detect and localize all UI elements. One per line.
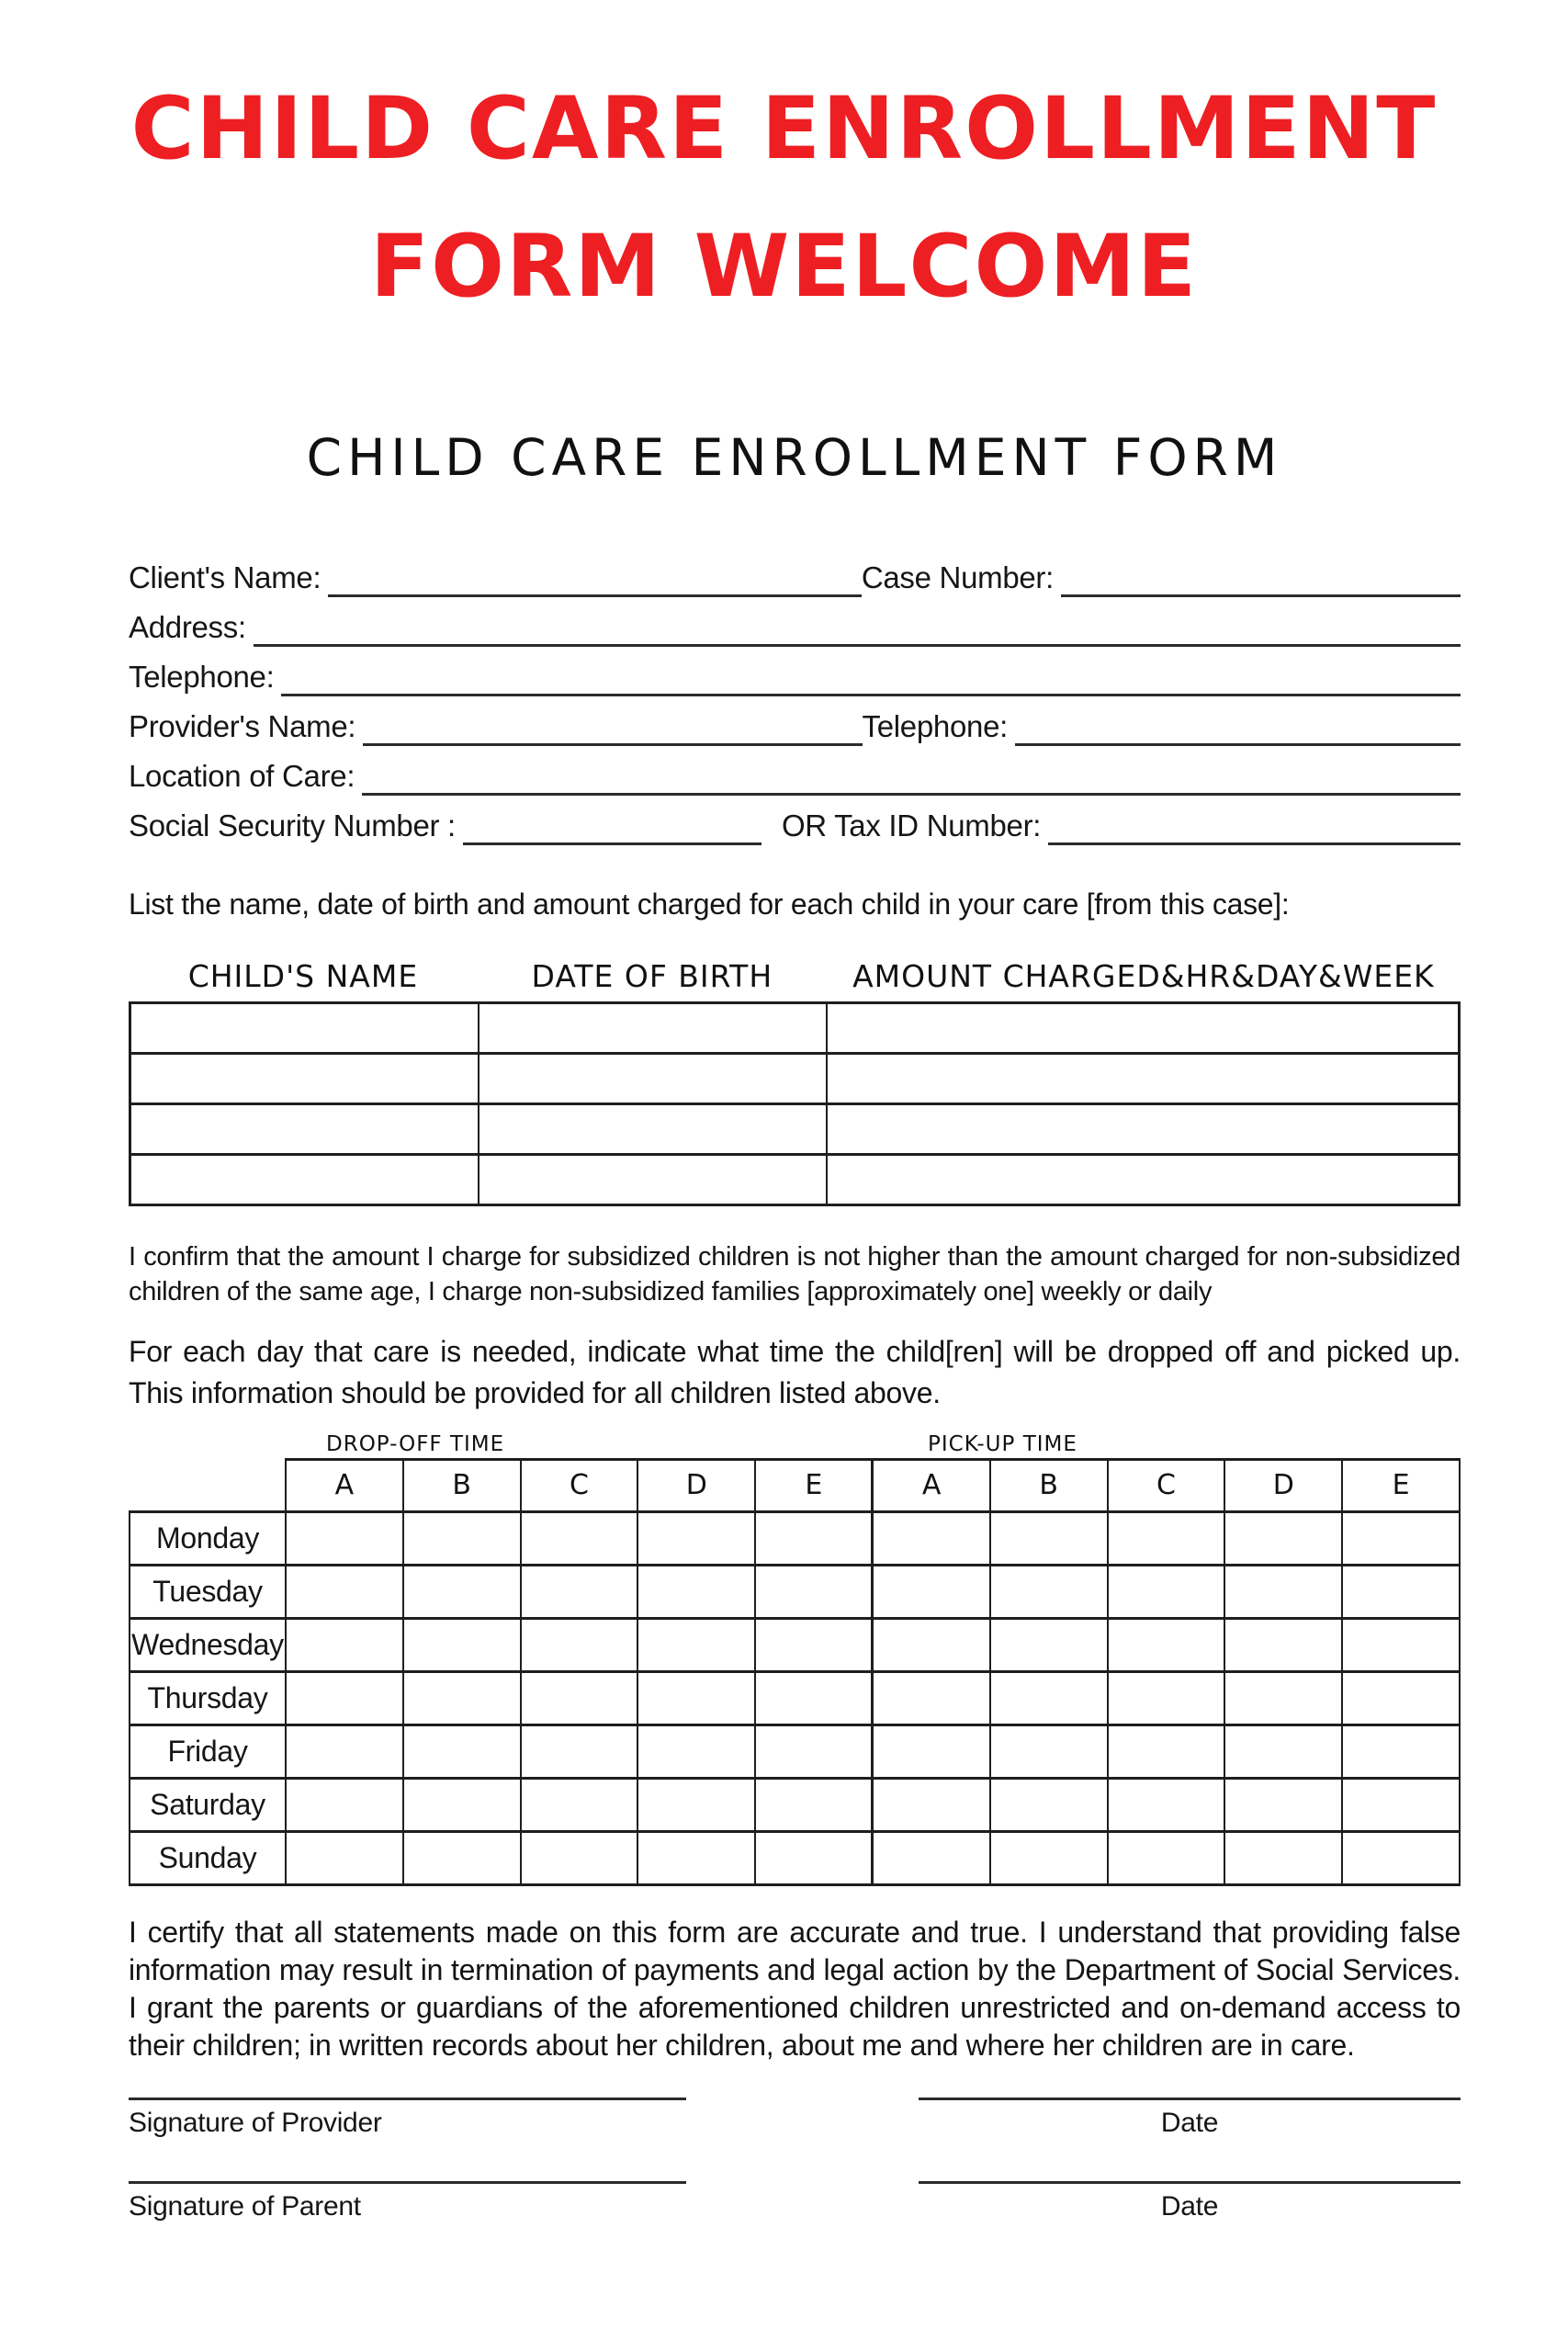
location-of-care-input-line[interactable]: [362, 756, 1461, 796]
time-cell[interactable]: [873, 1724, 990, 1778]
pickup-col-e: E: [1342, 1460, 1460, 1512]
time-cell[interactable]: [1342, 1831, 1460, 1884]
time-cell[interactable]: [521, 1778, 638, 1831]
time-cell[interactable]: [755, 1831, 873, 1884]
confirm-statement: I confirm that the amount I charge for subsidized children is not higher than the amount charged for non-subsidized children of the same age, I charge non-subsidized families [approximately one] weekly or daily: [129, 1242, 1461, 1306]
dropoff-col-b: B: [403, 1460, 521, 1512]
time-cell[interactable]: [873, 1565, 990, 1618]
child-name-cell[interactable]: [130, 1104, 479, 1155]
provider-date-label: Date: [919, 2098, 1461, 2139]
schedule-row-sunday: [130, 1831, 1460, 1884]
time-cell[interactable]: [1342, 1618, 1460, 1671]
time-cell[interactable]: [286, 1724, 403, 1778]
day-label: Sunday: [130, 1831, 286, 1884]
date-of-birth-cell[interactable]: [479, 1054, 827, 1104]
tax-id-input-line[interactable]: [1048, 806, 1461, 845]
dropoff-time-label: DROP-OFF TIME: [326, 1432, 505, 1456]
schedule-row-tuesday: [130, 1565, 1460, 1618]
date-of-birth-header: DATE OF BIRTH: [531, 958, 773, 994]
dropoff-col-e: E: [755, 1460, 873, 1512]
time-cell[interactable]: [286, 1618, 403, 1671]
pickup-col-a: A: [873, 1460, 990, 1512]
time-cell[interactable]: [637, 1511, 755, 1565]
amount-charged-cell[interactable]: [827, 1054, 1460, 1104]
date-of-birth-cell[interactable]: [479, 1155, 827, 1205]
case-number-label: Case Number:: [861, 560, 1054, 594]
date-of-birth-cell[interactable]: [479, 1003, 827, 1054]
time-cell[interactable]: [403, 1618, 521, 1671]
list-children-instruction: List the name, date of birth and amount charged for each child in your care [from this case]:: [129, 888, 1290, 921]
page-title-line2: FORM WELCOME: [369, 217, 1199, 317]
certify-statement: I certify that all statements made on this form are accurate and true. I understand that providing false information may result in termination of payments and legal action by the Department of Social Services. I grant the parents or guardians of the aforementioned children unrestricted and on-demand access to their children; in written records about her children, about me and where her children are in care.: [129, 1915, 1461, 2062]
row-client-case: [129, 548, 1461, 597]
schedule-header-row: [130, 1460, 1460, 1512]
time-cell[interactable]: [403, 1511, 521, 1565]
time-cell[interactable]: [1224, 1618, 1342, 1671]
children-table-row: [130, 1003, 1460, 1054]
date-of-birth-cell[interactable]: [479, 1104, 827, 1155]
schedule-row-wednesday: [130, 1618, 1460, 1671]
parent-date-field[interactable]: [919, 2181, 1461, 2222]
time-cell[interactable]: [1224, 1511, 1342, 1565]
time-cell[interactable]: [873, 1618, 990, 1671]
children-table-row: [130, 1104, 1460, 1155]
time-cell[interactable]: [755, 1565, 873, 1618]
time-cell[interactable]: [1224, 1671, 1342, 1724]
schedule-section-labels: [129, 1432, 1461, 1456]
day-label: Friday: [130, 1724, 286, 1778]
time-cell[interactable]: [1342, 1565, 1460, 1618]
time-cell[interactable]: [873, 1778, 990, 1831]
time-cell[interactable]: [1108, 1671, 1225, 1724]
time-cell[interactable]: [873, 1671, 990, 1724]
time-cell[interactable]: [521, 1671, 638, 1724]
time-cell[interactable]: [873, 1831, 990, 1884]
time-cell[interactable]: [637, 1724, 755, 1778]
day-label: Thursday: [130, 1671, 286, 1724]
row-address: [129, 597, 1461, 647]
clients-name-label: Client's Name:: [129, 560, 321, 594]
amount-charged-cell[interactable]: [827, 1155, 1460, 1205]
parent-signature-row: [129, 2181, 1461, 2222]
time-cell[interactable]: [1342, 1778, 1460, 1831]
ssn-label: Social Security Number :: [129, 808, 456, 842]
time-cell[interactable]: [755, 1618, 873, 1671]
time-cell[interactable]: [403, 1724, 521, 1778]
time-cell[interactable]: [637, 1618, 755, 1671]
time-cell[interactable]: [1224, 1778, 1342, 1831]
time-cell[interactable]: [637, 1565, 755, 1618]
row-telephone: [129, 647, 1461, 696]
parent-signature-label: Signature of Parent: [129, 2181, 686, 2222]
time-cell[interactable]: [286, 1565, 403, 1618]
pickup-col-d: D: [1224, 1460, 1342, 1512]
time-cell[interactable]: [1108, 1724, 1225, 1778]
childs-name-header: CHILD'S NAME: [187, 958, 419, 994]
time-cell[interactable]: [521, 1511, 638, 1565]
location-of-care-label: Location of Care:: [129, 759, 355, 793]
child-name-cell[interactable]: [130, 1003, 479, 1054]
child-name-cell[interactable]: [130, 1155, 479, 1205]
time-cell[interactable]: [403, 1831, 521, 1884]
time-cell[interactable]: [1108, 1511, 1225, 1565]
row-ssn-taxid: [129, 796, 1461, 845]
time-cell[interactable]: [521, 1618, 638, 1671]
providers-name-input-line[interactable]: [363, 707, 862, 746]
time-cell[interactable]: [403, 1565, 521, 1618]
time-cell[interactable]: [1224, 1565, 1342, 1618]
time-cell[interactable]: [521, 1565, 638, 1618]
tax-id-label: OR Tax ID Number:: [781, 808, 1042, 842]
time-cell[interactable]: [755, 1511, 873, 1565]
page-title-line1: CHILD CARE ENROLLMENT: [130, 79, 1438, 179]
time-cell[interactable]: [521, 1724, 638, 1778]
time-cell[interactable]: [990, 1778, 1108, 1831]
telephone-label: Telephone:: [129, 660, 275, 694]
dropoff-col-a: A: [286, 1460, 403, 1512]
address-input-line[interactable]: [254, 607, 1461, 647]
ssn-input-line[interactable]: [463, 806, 761, 845]
time-cell[interactable]: [403, 1778, 521, 1831]
pickup-time-label: PICK-UP TIME: [928, 1432, 1077, 1456]
schedule-row-friday: [130, 1724, 1460, 1778]
form-heading: CHILD CARE ENROLLMENT FORM: [306, 428, 1283, 487]
pickup-col-c: C: [1108, 1460, 1225, 1512]
children-table: [129, 1001, 1461, 1206]
client-provider-fields: [129, 548, 1461, 845]
amount-charged-cell[interactable]: [827, 1104, 1460, 1155]
schedule-row-saturday: [130, 1778, 1460, 1831]
time-cell[interactable]: [637, 1671, 755, 1724]
parent-date-label: Date: [919, 2181, 1461, 2222]
address-label: Address:: [129, 610, 246, 644]
time-cell[interactable]: [990, 1565, 1108, 1618]
time-cell[interactable]: [1108, 1778, 1225, 1831]
time-cell[interactable]: [755, 1724, 873, 1778]
signature-section: [129, 2098, 1461, 2222]
time-cell[interactable]: [1342, 1724, 1460, 1778]
time-cell[interactable]: [1342, 1511, 1460, 1565]
day-label: Monday: [130, 1511, 286, 1565]
provider-signature-label: Signature of Provider: [129, 2098, 686, 2139]
provider-signature-row: [129, 2098, 1461, 2139]
day-label: Saturday: [130, 1778, 286, 1831]
time-cell[interactable]: [755, 1671, 873, 1724]
row-provider-telephone: [129, 696, 1461, 746]
time-cell[interactable]: [1224, 1831, 1342, 1884]
amount-charged-cell[interactable]: [827, 1003, 1460, 1054]
dropoff-col-d: D: [637, 1460, 755, 1512]
time-cell[interactable]: [990, 1831, 1108, 1884]
time-cell[interactable]: [521, 1831, 638, 1884]
time-cell[interactable]: [637, 1778, 755, 1831]
time-cell[interactable]: [1342, 1671, 1460, 1724]
clients-name-input-line[interactable]: [328, 558, 862, 597]
time-cell[interactable]: [990, 1618, 1108, 1671]
time-cell[interactable]: [990, 1671, 1108, 1724]
time-cell[interactable]: [286, 1671, 403, 1724]
time-cell[interactable]: [990, 1724, 1108, 1778]
day-label: Wednesday: [130, 1618, 286, 1671]
time-cell[interactable]: [1224, 1724, 1342, 1778]
row-location: [129, 746, 1461, 796]
provider-telephone-input-line[interactable]: [1015, 707, 1461, 746]
dropoff-pickup-instruction: For each day that care is needed, indicate what time the child[ren] will be dropped off and picked up. This information should be provided for all children listed above.: [129, 1335, 1461, 1409]
pickup-col-b: B: [990, 1460, 1108, 1512]
time-cell[interactable]: [637, 1831, 755, 1884]
children-table-headers: [129, 958, 1461, 994]
schedule-row-thursday: [130, 1671, 1460, 1724]
day-label: Tuesday: [130, 1565, 286, 1618]
children-table-row: [130, 1155, 1460, 1205]
time-cell[interactable]: [286, 1511, 403, 1565]
time-cell[interactable]: [1108, 1565, 1225, 1618]
provider-telephone-label: Telephone:: [862, 709, 1008, 743]
schedule-row-monday: [130, 1511, 1460, 1565]
schedule-table: [129, 1458, 1461, 1886]
parent-signature-field[interactable]: [129, 2181, 686, 2222]
time-cell[interactable]: [755, 1778, 873, 1831]
time-cell[interactable]: [286, 1831, 403, 1884]
children-table-row: [130, 1054, 1460, 1104]
time-cell[interactable]: [990, 1511, 1108, 1565]
child-name-cell[interactable]: [130, 1054, 479, 1104]
time-cell[interactable]: [1108, 1831, 1225, 1884]
provider-signature-field[interactable]: [129, 2098, 686, 2139]
schedule-corner-cell: [130, 1460, 286, 1512]
time-cell[interactable]: [873, 1511, 990, 1565]
providers-name-label: Provider's Name:: [129, 709, 356, 743]
dropoff-col-c: C: [521, 1460, 638, 1512]
time-cell[interactable]: [286, 1778, 403, 1831]
amount-charged-header: AMOUNT CHARGED&HR&DAY&WEEK: [852, 958, 1435, 994]
provider-date-field[interactable]: [919, 2098, 1461, 2139]
case-number-input-line[interactable]: [1061, 558, 1461, 597]
page-title: [37, 61, 1531, 336]
time-cell[interactable]: [403, 1671, 521, 1724]
time-cell[interactable]: [1108, 1618, 1225, 1671]
telephone-input-line[interactable]: [281, 657, 1461, 696]
